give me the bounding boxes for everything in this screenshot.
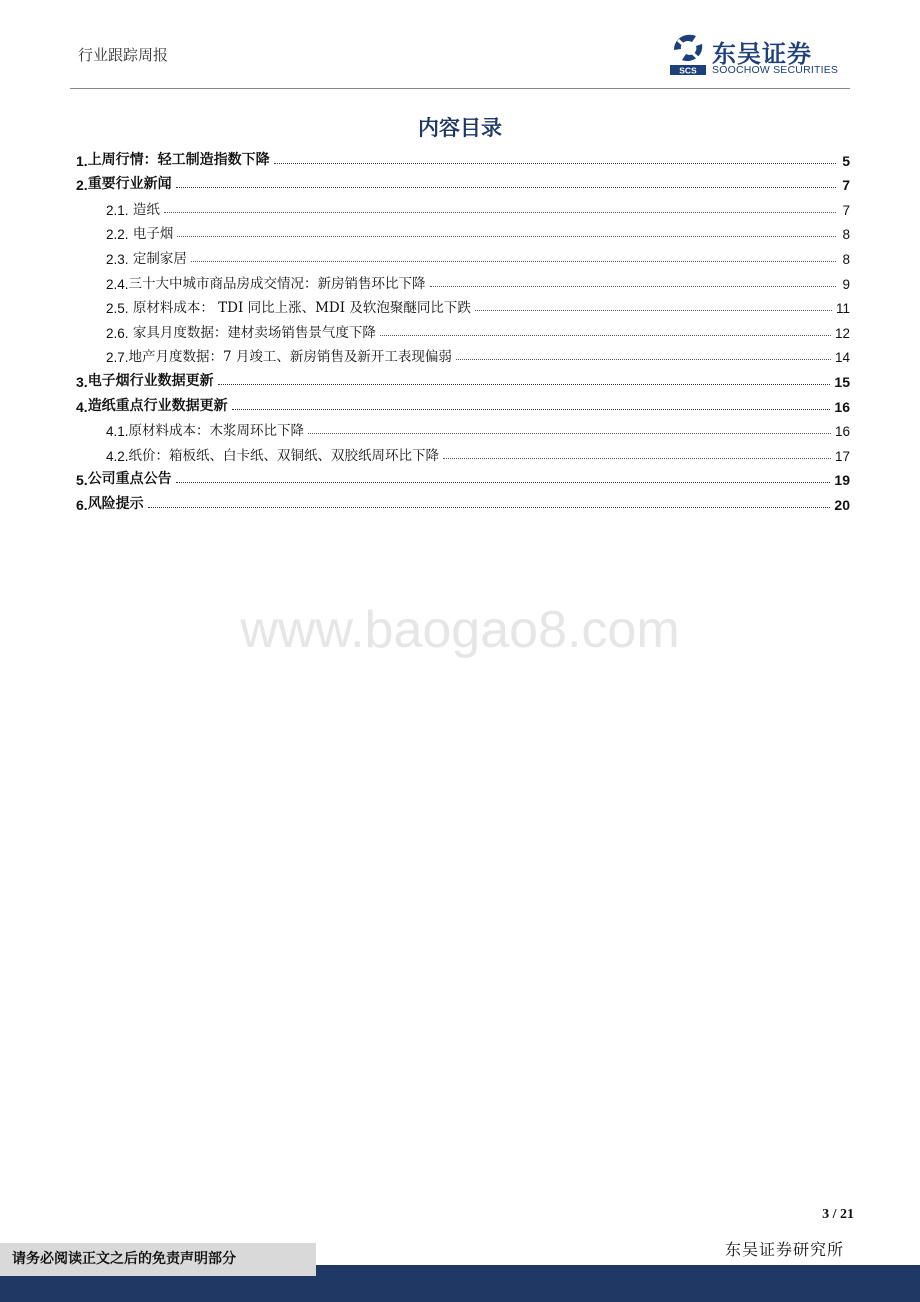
toc-entry-number: 2.1.: [106, 202, 129, 218]
watermark: www.baogao8.com: [240, 601, 680, 659]
toc-entry-2-6[interactable]: [70, 316, 850, 341]
toc-entry-number: 2.7.: [106, 350, 129, 366]
toc-entry-5[interactable]: [70, 464, 850, 489]
toc-entry-text: 三十大中城市商品房成交情况：新房销售环比下降: [128, 275, 426, 292]
toc-entry-text: 定制家居: [132, 250, 187, 267]
toc-entry-page: 16: [834, 424, 850, 440]
toc-dot-leader: [443, 458, 831, 459]
toc-entry-text: 原材料成本：木浆周环比下降: [128, 423, 305, 440]
toc-dot-leader: [232, 409, 831, 410]
toc-entry-page: 5: [842, 152, 850, 169]
toc-dot-leader: [176, 187, 836, 188]
toc-entry-2-7[interactable]: [70, 341, 850, 366]
report-category: 行业跟踪周报: [78, 46, 169, 64]
toc-dot-leader: [176, 482, 831, 483]
toc-entry-number: 5.: [76, 472, 88, 489]
toc-entry-2-1[interactable]: [70, 193, 850, 218]
toc-entry-4[interactable]: [70, 390, 850, 415]
toc-entry-text: 原材料成本： TDI 同比上涨、MDI 及软泡聚醚同比下跌: [132, 300, 471, 317]
toc-entry-text: 公司重点公告: [87, 471, 172, 488]
toc-entry-2-2[interactable]: [70, 218, 850, 243]
toc-entry-page: 7: [842, 177, 850, 194]
toc-entry-page: 12: [834, 325, 850, 341]
toc-entry-text: 重要行业新闻: [87, 176, 172, 193]
toc-entry-number: 2.6.: [106, 325, 129, 341]
toc-entry-page: 17: [834, 448, 850, 464]
toc-dot-leader: [456, 359, 831, 360]
toc-entry-4-1[interactable]: [70, 415, 850, 440]
toc-entry-text: 电子烟: [132, 226, 174, 243]
toc-entry-3[interactable]: [70, 365, 850, 390]
toc-entry-number: 4.: [76, 398, 88, 415]
toc-entry-page: 8: [842, 251, 850, 267]
toc-entry-number: 2.4.: [106, 276, 129, 292]
toc-entry-text: 家具月度数据：建材卖场销售景气度下降: [132, 324, 376, 341]
company-logo: [668, 30, 858, 78]
toc-entry-text: 造纸重点行业数据更新: [87, 397, 228, 414]
toc-entry-page: 14: [834, 350, 850, 366]
toc-dot-leader: [177, 236, 836, 237]
scs-logo-icon: [668, 30, 708, 76]
toc-entry-number: 2.2.: [106, 227, 129, 243]
logo-mark-text: SCS: [679, 65, 697, 76]
header-divider: [70, 88, 850, 89]
toc-entry-page: 20: [834, 496, 850, 513]
toc-entry-number: 1.: [76, 152, 88, 169]
toc-title: 内容目录: [418, 115, 502, 140]
toc-entry-2-5[interactable]: [70, 292, 850, 317]
toc-dot-leader: [218, 384, 831, 385]
toc-entry-2-4[interactable]: [70, 267, 850, 292]
toc-entry-6[interactable]: [70, 488, 850, 513]
toc-dot-leader: [191, 261, 836, 262]
toc-entry-number: 6.: [76, 496, 88, 513]
toc-entry-page: 7: [842, 202, 850, 218]
toc-entry-number: 4.1.: [106, 424, 129, 440]
toc-entry-text: 上周行情：轻工制造指数下降: [87, 151, 270, 168]
table-of-contents: [70, 144, 850, 513]
toc-entry-number: 2.3.: [106, 251, 129, 267]
toc-dot-leader: [274, 163, 836, 164]
logo-english-name: SOOCHOW SECURITIES: [712, 64, 839, 76]
toc-entry-2-3[interactable]: [70, 242, 850, 267]
toc-entry-page: 16: [834, 398, 850, 415]
toc-entry-text: 风险提示: [87, 495, 144, 512]
footer-organization: 东吴证券研究所: [724, 1240, 844, 1259]
logo-chinese-name: 东吴证券: [712, 40, 812, 68]
toc-dot-leader: [430, 286, 836, 287]
toc-entry-text: 纸价：箱板纸、白卡纸、双铜纸、双胶纸周环比下降: [128, 447, 440, 464]
toc-entry-text: 地产月度数据：7 月竣工、新房销售及新开工表现偏弱: [128, 349, 452, 366]
toc-entry-text: 造纸: [132, 201, 160, 218]
toc-dot-leader: [308, 433, 831, 434]
toc-entry-number: 4.2.: [106, 448, 129, 464]
toc-entry-page: 15: [834, 373, 850, 390]
toc-entry-page: 19: [834, 472, 850, 489]
toc-entry-4-2[interactable]: [70, 439, 850, 464]
toc-entry-page: 11: [835, 301, 850, 317]
toc-dot-leader: [380, 335, 831, 336]
toc-entry-page: 9: [842, 276, 850, 292]
toc-entry-number: 3.: [76, 373, 88, 390]
toc-dot-leader: [475, 310, 832, 311]
page-indicator: 3 / 21: [822, 1207, 854, 1222]
toc-entry-text: 电子烟行业数据更新: [87, 372, 214, 389]
toc-entry-1[interactable]: [70, 144, 850, 169]
toc-entry-page: 8: [842, 227, 850, 243]
toc-entry-number: 2.: [76, 177, 88, 194]
toc-entry-number: 2.5.: [106, 301, 129, 317]
toc-dot-leader: [148, 507, 831, 508]
toc-entry-2[interactable]: [70, 169, 850, 194]
footer-disclaimer: 请务必阅读正文之后的免责声明部分: [0, 1243, 316, 1276]
toc-dot-leader: [164, 212, 836, 213]
